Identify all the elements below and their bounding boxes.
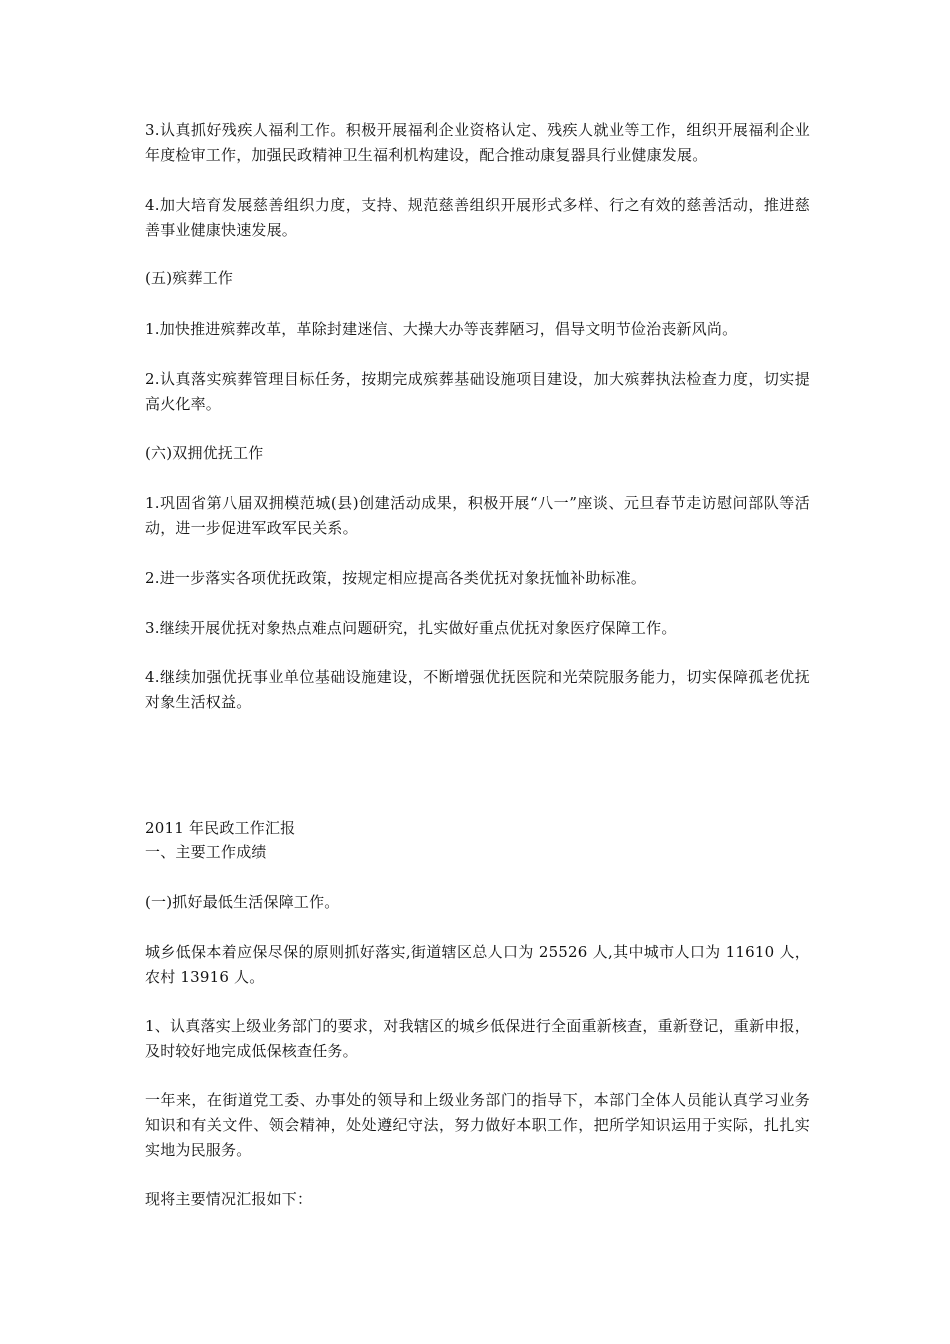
paragraph-charity: 4.加大培育发展慈善组织力度，支持、规范慈善组织开展形式多样、行之有效的慈善活动，推进慈善事业健康快速发展。 bbox=[145, 196, 810, 239]
report-subtitle: 一、主要工作成绩 bbox=[145, 843, 267, 861]
paragraph-year-summary: 一年来，在街道党工委、办事处的领导和上级业务部门的指导下，本部门全体人员能认真学习业务知识和有关文件、领会精神，处处遵纪守法，努力做好本职工作，把所学知识运用于实际，扎扎实实地为民服务。 bbox=[145, 1091, 810, 1159]
paragraph-report-intro: 现将主要情况汇报如下： bbox=[145, 1190, 313, 1208]
paragraph-policy: 2.进一步落实各项优抚政策，按规定相应提高各类优抚对象抚恤补助标准。 bbox=[145, 569, 647, 587]
paragraph-verification: 1、认真落实上级业务部门的要求，对我辖区的城乡低保进行全面重新核查，重新登记，重新申报，及时较好地完成低保核查任务。 bbox=[145, 1017, 810, 1060]
paragraph-funeral-management: 2.认真落实殡葬管理目标任务，按期完成殡葬基础设施项目建设，加大殡葬执法检查力度，切实提高火化率。 bbox=[145, 370, 810, 413]
paragraph-disability-welfare: 3.认真抓好残疾人福利工作。积极开展福利企业资格认定、残疾人就业等工作，组织开展福利企业年度检审工作，加强民政精神卫生福利机构建设，配合推动康复器具行业健康发展。 bbox=[145, 121, 810, 164]
paragraph-infrastructure: 4.继续加强优抚事业单位基础设施建设，不断增强优抚医院和光荣院服务能力，切实保障孤老优抚对象生活权益。 bbox=[145, 668, 810, 711]
report-title: 2011 年民政工作汇报 bbox=[145, 819, 296, 837]
heading-support: (六)双拥优抚工作 bbox=[145, 444, 264, 462]
paragraph-research: 3.继续开展优抚对象热点难点问题研究，扎实做好重点优抚对象医疗保障工作。 bbox=[145, 619, 677, 637]
heading-minimum-living: (一)抓好最低生活保障工作。 bbox=[145, 893, 340, 911]
paragraph-model-city: 1.巩固省第八届双拥模范城(县)创建活动成果，积极开展“八一”座谈、元旦春节走访慰问部队等活动，进一步促进军政军民关系。 bbox=[145, 494, 810, 537]
paragraph-funeral-reform: 1.加快推进殡葬改革，革除封建迷信、大操大办等丧葬陋习，倡导文明节俭治丧新风尚。 bbox=[145, 320, 738, 338]
paragraph-population: 城乡低保本着应保尽保的原则抓好落实,街道辖区总人口为 25526 人,其中城市人口为 11610 人，农村 13916 人。 bbox=[145, 943, 810, 986]
heading-funeral: (五)殡葬工作 bbox=[145, 269, 234, 287]
